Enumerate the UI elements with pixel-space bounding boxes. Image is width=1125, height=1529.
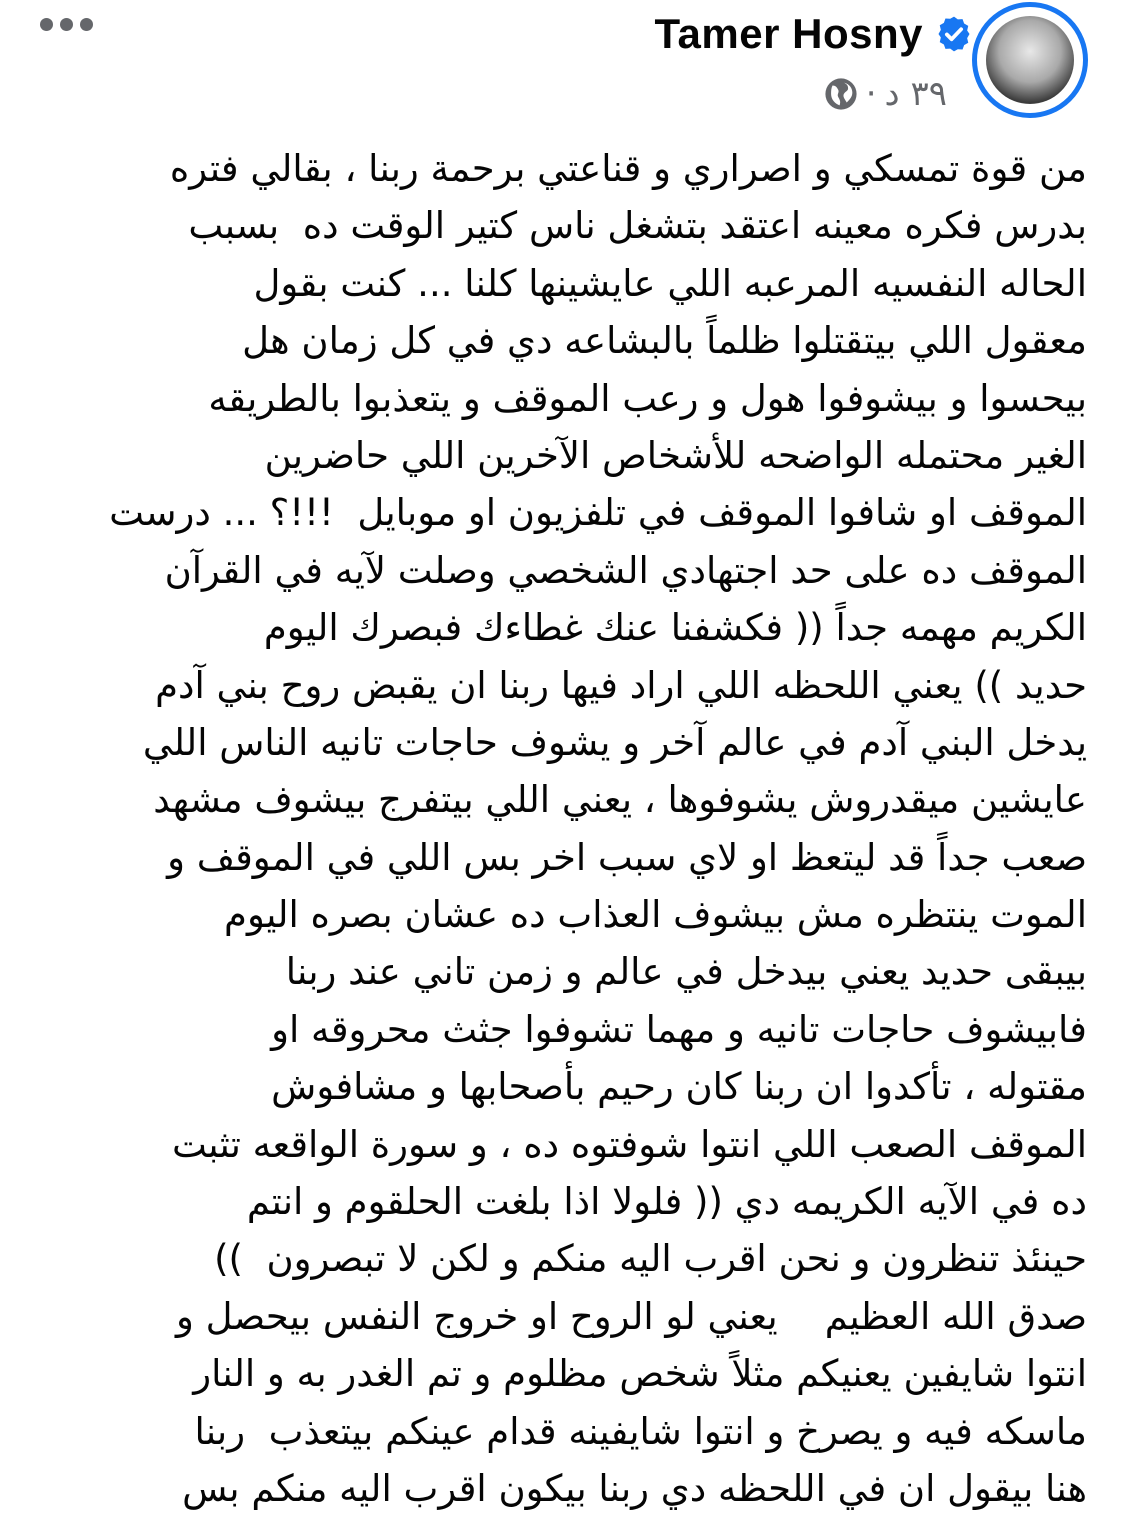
verified-badge-icon xyxy=(935,15,973,53)
post-line: حديد )) يعني اللحظه اللي اراد فيها ربنا ان يقبض روح بني آدم xyxy=(155,663,1087,707)
globe-icon[interactable] xyxy=(824,77,858,111)
post-line: صدق الله العظيم يعني لو الروح او خروج النفس بيحصل و xyxy=(176,1294,1087,1338)
post-line: يدخل البني آدم في عالم آخر و يشوف حاجات تانيه الناس اللي xyxy=(142,720,1087,764)
post-line: مقتوله ، تأكدوا ان ربنا كان رحيم بأصحابها و مشافوش xyxy=(271,1065,1087,1109)
author-name[interactable]: Tamer Hosny xyxy=(654,10,923,57)
author-row xyxy=(655,10,973,58)
more-options-icon xyxy=(40,18,53,31)
more-options-button[interactable] xyxy=(40,18,93,31)
post-line: بيبقى حديد يعني بيدخل في عالم و زمن تاني عند ربنا xyxy=(285,950,1087,994)
post-line: ماسكه فيه و يصرخ و انتوا شايفينه قدام عينكم بيتعذب ربنا xyxy=(194,1409,1087,1453)
post-line: الموقف او شافوا الموقف في تلفزيون او موبايل !!!؟ ... درست xyxy=(109,491,1087,535)
post-line: عايشين ميقدروش يشوفوها ، يعني اللي بيتفرج بيشوف مشهد xyxy=(153,778,1087,822)
post-line: هنا بيقول ان في اللحظه دي ربنا بيكون اقرب اليه منكم بس xyxy=(182,1466,1087,1510)
post-text xyxy=(7,140,1087,1517)
dot xyxy=(80,18,93,31)
post-line: الغير محتمله الواضحه للأشخاص الآخرين اللي حاضرين xyxy=(264,433,1087,477)
avatar-image xyxy=(986,16,1074,104)
post-line: من قوة تمسكي و اصراري و قناعتي برحمة ربنا ، بقالي فتره xyxy=(169,147,1087,190)
post-line: صعب جداً قد ليتعظ او لاي سبب اخر بس اللي في الموقف و xyxy=(167,835,1087,879)
post-line: حينئذ تنظرون و نحن اقرب اليه منكم و لكن لا تبصرون )) xyxy=(214,1237,1087,1281)
post-line: الموقف الصعب اللي انتوا شوفتوه ده ، و سورة الواقعه تثبت xyxy=(171,1122,1087,1166)
post-meta xyxy=(824,74,947,114)
post-line: الحاله النفسيه المرعبه اللي عايشينها كلنا ... كنت بقول xyxy=(253,261,1087,305)
post-line: الموقف ده على حد اجتهادي الشخصي وصلت لآيه في القرآن xyxy=(164,548,1087,592)
post-line: ده في الآيه الكريمه دي (( فلولا اذا بلغت الحلقوم و انتم xyxy=(246,1180,1087,1224)
post-line: انتوا شايفين يعنيكم مثلاً شخص مظلوم و تم الغدر به و النار xyxy=(193,1352,1087,1396)
post-line: بدرس فكره معينه اعتقد بتشغل ناس كتير الوقت ده بسبب xyxy=(188,204,1087,248)
post-line: الكريم مهمه جداً (( فكشفنا عنك غطاءك فبصرك اليوم xyxy=(263,606,1087,650)
dot xyxy=(60,18,73,31)
post-line: بيحسوا و بيشوفوا هول و رعب الموقف و يتعذبوا بالطريقه xyxy=(208,376,1087,420)
avatar[interactable] xyxy=(972,2,1088,118)
post-time[interactable]: ٣٩ د xyxy=(884,74,947,114)
post-line: فابيشوف حاجات تانيه و مهما تشوفوا جثث محروقه او xyxy=(271,1007,1087,1051)
post-line: معقول اللي بيتقتلوا ظلماً بالبشاعه دي في كل زمان هل xyxy=(242,319,1087,363)
post-line: الموت ينتظره مش بيشوف العذاب ده عشان بصره اليوم xyxy=(224,893,1087,937)
separator: · xyxy=(865,74,877,114)
